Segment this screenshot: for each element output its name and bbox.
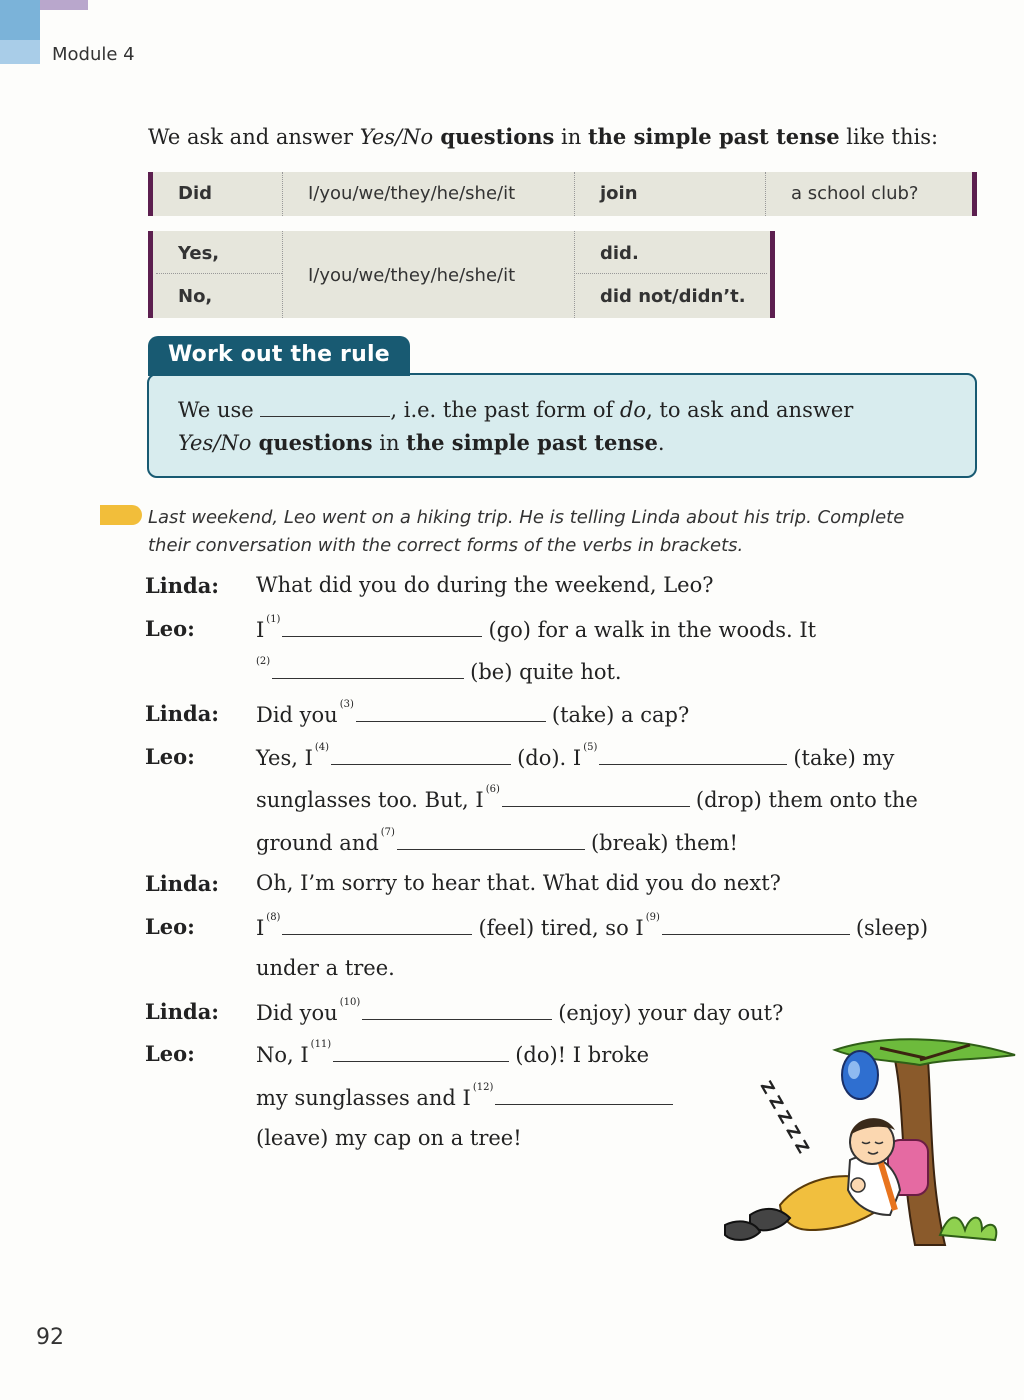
table-cell-verb: join: [600, 183, 638, 204]
speaker-linda: Linda:: [145, 999, 220, 1024]
header-color-block-light: [0, 40, 40, 64]
dialogue-line: my sunglasses and I $^{(12)}$: [256, 1084, 679, 1110]
table-cell-subject: I/you/we/they/he/she/it: [308, 265, 516, 286]
table-left-bar: [148, 231, 153, 318]
answer-blank-4[interactable]: [331, 744, 511, 765]
table-cell-yes: Yes,: [178, 243, 220, 264]
table-right-bar: [972, 172, 977, 216]
answer-blank-8[interactable]: [282, 914, 472, 935]
answer-blank-5[interactable]: [599, 744, 787, 765]
answer-blank-12[interactable]: [495, 1084, 673, 1105]
answer-blank-6[interactable]: [502, 786, 690, 807]
answer-blank-1[interactable]: [282, 616, 482, 637]
table-cell-no: No,: [178, 286, 213, 307]
dialogue-line: Did you $^{(3)}$ (take) a cap?: [256, 699, 690, 727]
dialogue-line: Did you $^{(10)}$ (enjoy) your day out?: [256, 997, 784, 1025]
exercise-instruction: their conversation with the correct forms of the verbs in brackets.: [148, 535, 744, 556]
speaker-leo: Leo:: [145, 744, 195, 769]
table-cell-did: Did: [178, 183, 212, 204]
answer-blank-2[interactable]: [272, 658, 464, 679]
dialogue-line: sunglasses too. But, I $^{(6)}$ (drop) them onto the: [256, 784, 918, 812]
rule-text-line1: We use , i.e. the past form of do, to ask and answer: [178, 398, 854, 422]
table-left-bar: [148, 172, 153, 216]
answer-blank-11[interactable]: [333, 1041, 509, 1062]
table-cell-object: a school club?: [791, 183, 919, 204]
page-number: 92: [36, 1325, 64, 1350]
grammar-table-question: [148, 172, 977, 216]
speaker-linda: Linda:: [145, 573, 220, 598]
rule-box: [147, 373, 977, 478]
dialogue-line: ground and $^{(7)}$ (break) them!: [256, 827, 738, 855]
rule-text-line2: Yes/No questions in the simple past tense.: [178, 430, 665, 455]
dialogue-line: Yes, I $^{(4)}$ (do). I $^{(5)}$ (take) my: [256, 742, 895, 770]
speaker-leo: Leo:: [145, 914, 195, 939]
answer-blank-10[interactable]: [362, 999, 552, 1020]
exercise-instruction: Last weekend, Leo went on a hiking trip. He is telling Linda about his trip. Complete: [148, 507, 905, 528]
grass: [940, 1218, 996, 1241]
header-color-block: [0, 0, 40, 40]
grammar-table-answer: [148, 231, 775, 318]
cap-on-tree: [842, 1051, 878, 1099]
sleeping-boy-illustration: [720, 1030, 1020, 1255]
header-color-strip: [40, 0, 88, 10]
dialogue-line: under a tree.: [256, 956, 395, 980]
table-cell-did-not: did not/didn’t.: [600, 286, 746, 307]
speaker-leo: Leo:: [145, 1041, 195, 1066]
table-cell-did: did.: [600, 243, 639, 264]
dialogue-line: $^{(2)}$ (be) quite hot.: [256, 656, 622, 684]
answer-blank-7[interactable]: [397, 829, 585, 850]
dialogue-line: I $^{(8)}$ (feel) tired, so I $^{(9)}$ (sleep): [256, 912, 929, 940]
exercise-marker: [100, 505, 142, 525]
dialogue-line: No, I $^{(11)}$ (do)! I broke: [256, 1039, 650, 1067]
answer-blank-3[interactable]: [356, 701, 546, 722]
dialogue-line: What did you do during the weekend, Leo?: [256, 573, 714, 597]
rule-title: Work out the rule: [168, 342, 390, 367]
rule-answer-blank[interactable]: [260, 398, 390, 417]
table-right-bar: [770, 231, 775, 318]
intro-sentence: We ask and answer Yes/No questions in the simple past tense like this:: [148, 124, 939, 149]
speaker-linda: Linda:: [145, 701, 220, 726]
speaker-leo: Leo:: [145, 616, 195, 641]
dialogue-line: I $^{(1)}$ (go) for a walk in the woods. It: [256, 614, 817, 642]
table-cell-subject: I/you/we/they/he/she/it: [308, 183, 516, 204]
sleep-zzz: Z Z Z Z Z: [756, 1077, 814, 1157]
speaker-linda: Linda:: [145, 871, 220, 896]
module-label: Module 4: [52, 44, 135, 65]
dialogue-line: Oh, I’m sorry to hear that. What did you do next?: [256, 871, 781, 895]
answer-blank-9[interactable]: [662, 914, 850, 935]
dialogue-line: (leave) my cap on a tree!: [256, 1126, 522, 1150]
